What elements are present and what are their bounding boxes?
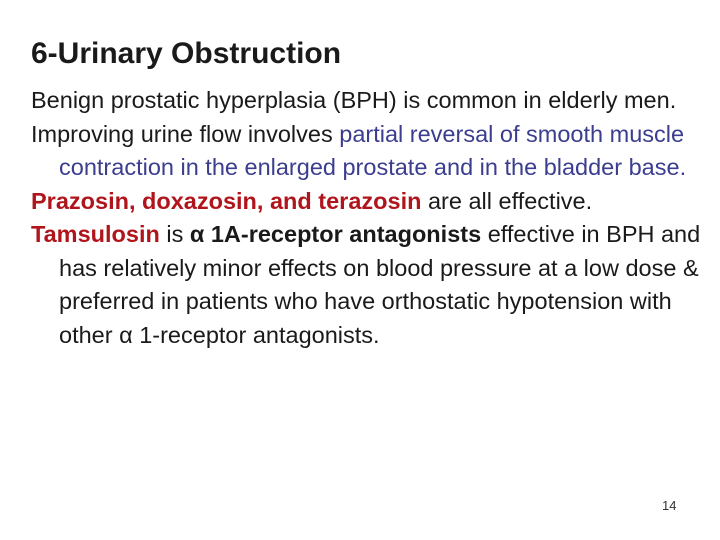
tamsulosin-drug-name: Tamsulosin (31, 221, 160, 247)
slide-title: 6-Urinary Obstruction (31, 37, 342, 70)
prazosin-rest: are all effective. (421, 187, 593, 214)
paragraph-bph-text: Benign prostatic hyperplasia (BPH) is common in elderly men. (31, 87, 677, 113)
paragraph-tamsulosin (31, 218, 717, 352)
urine-flow-highlight: partial reversal of smooth muscle contraction in the enlarged prostate and in the bladder base. (59, 120, 687, 180)
tamsulosin-receptor-term: α 1A-receptor antagonists (189, 221, 482, 247)
paragraph-prazosin (31, 185, 717, 219)
tamsulosin-mid: is (159, 221, 190, 247)
tamsulosin-rest: effective in BPH and has relatively minor effects on blood pressure at a low dose & preferred in patients who have orthostatic hypotension with other α 1-receptor antagonists. (59, 221, 701, 348)
paragraph-bph (31, 84, 717, 118)
urine-flow-lead: Improving urine flow involves (31, 120, 340, 147)
paragraph-urine-flow (31, 118, 717, 185)
slide-number: 14 (662, 498, 677, 513)
slide-body (31, 84, 717, 352)
prazosin-drug-names: Prazosin, doxazosin, and terazosin (31, 187, 422, 214)
